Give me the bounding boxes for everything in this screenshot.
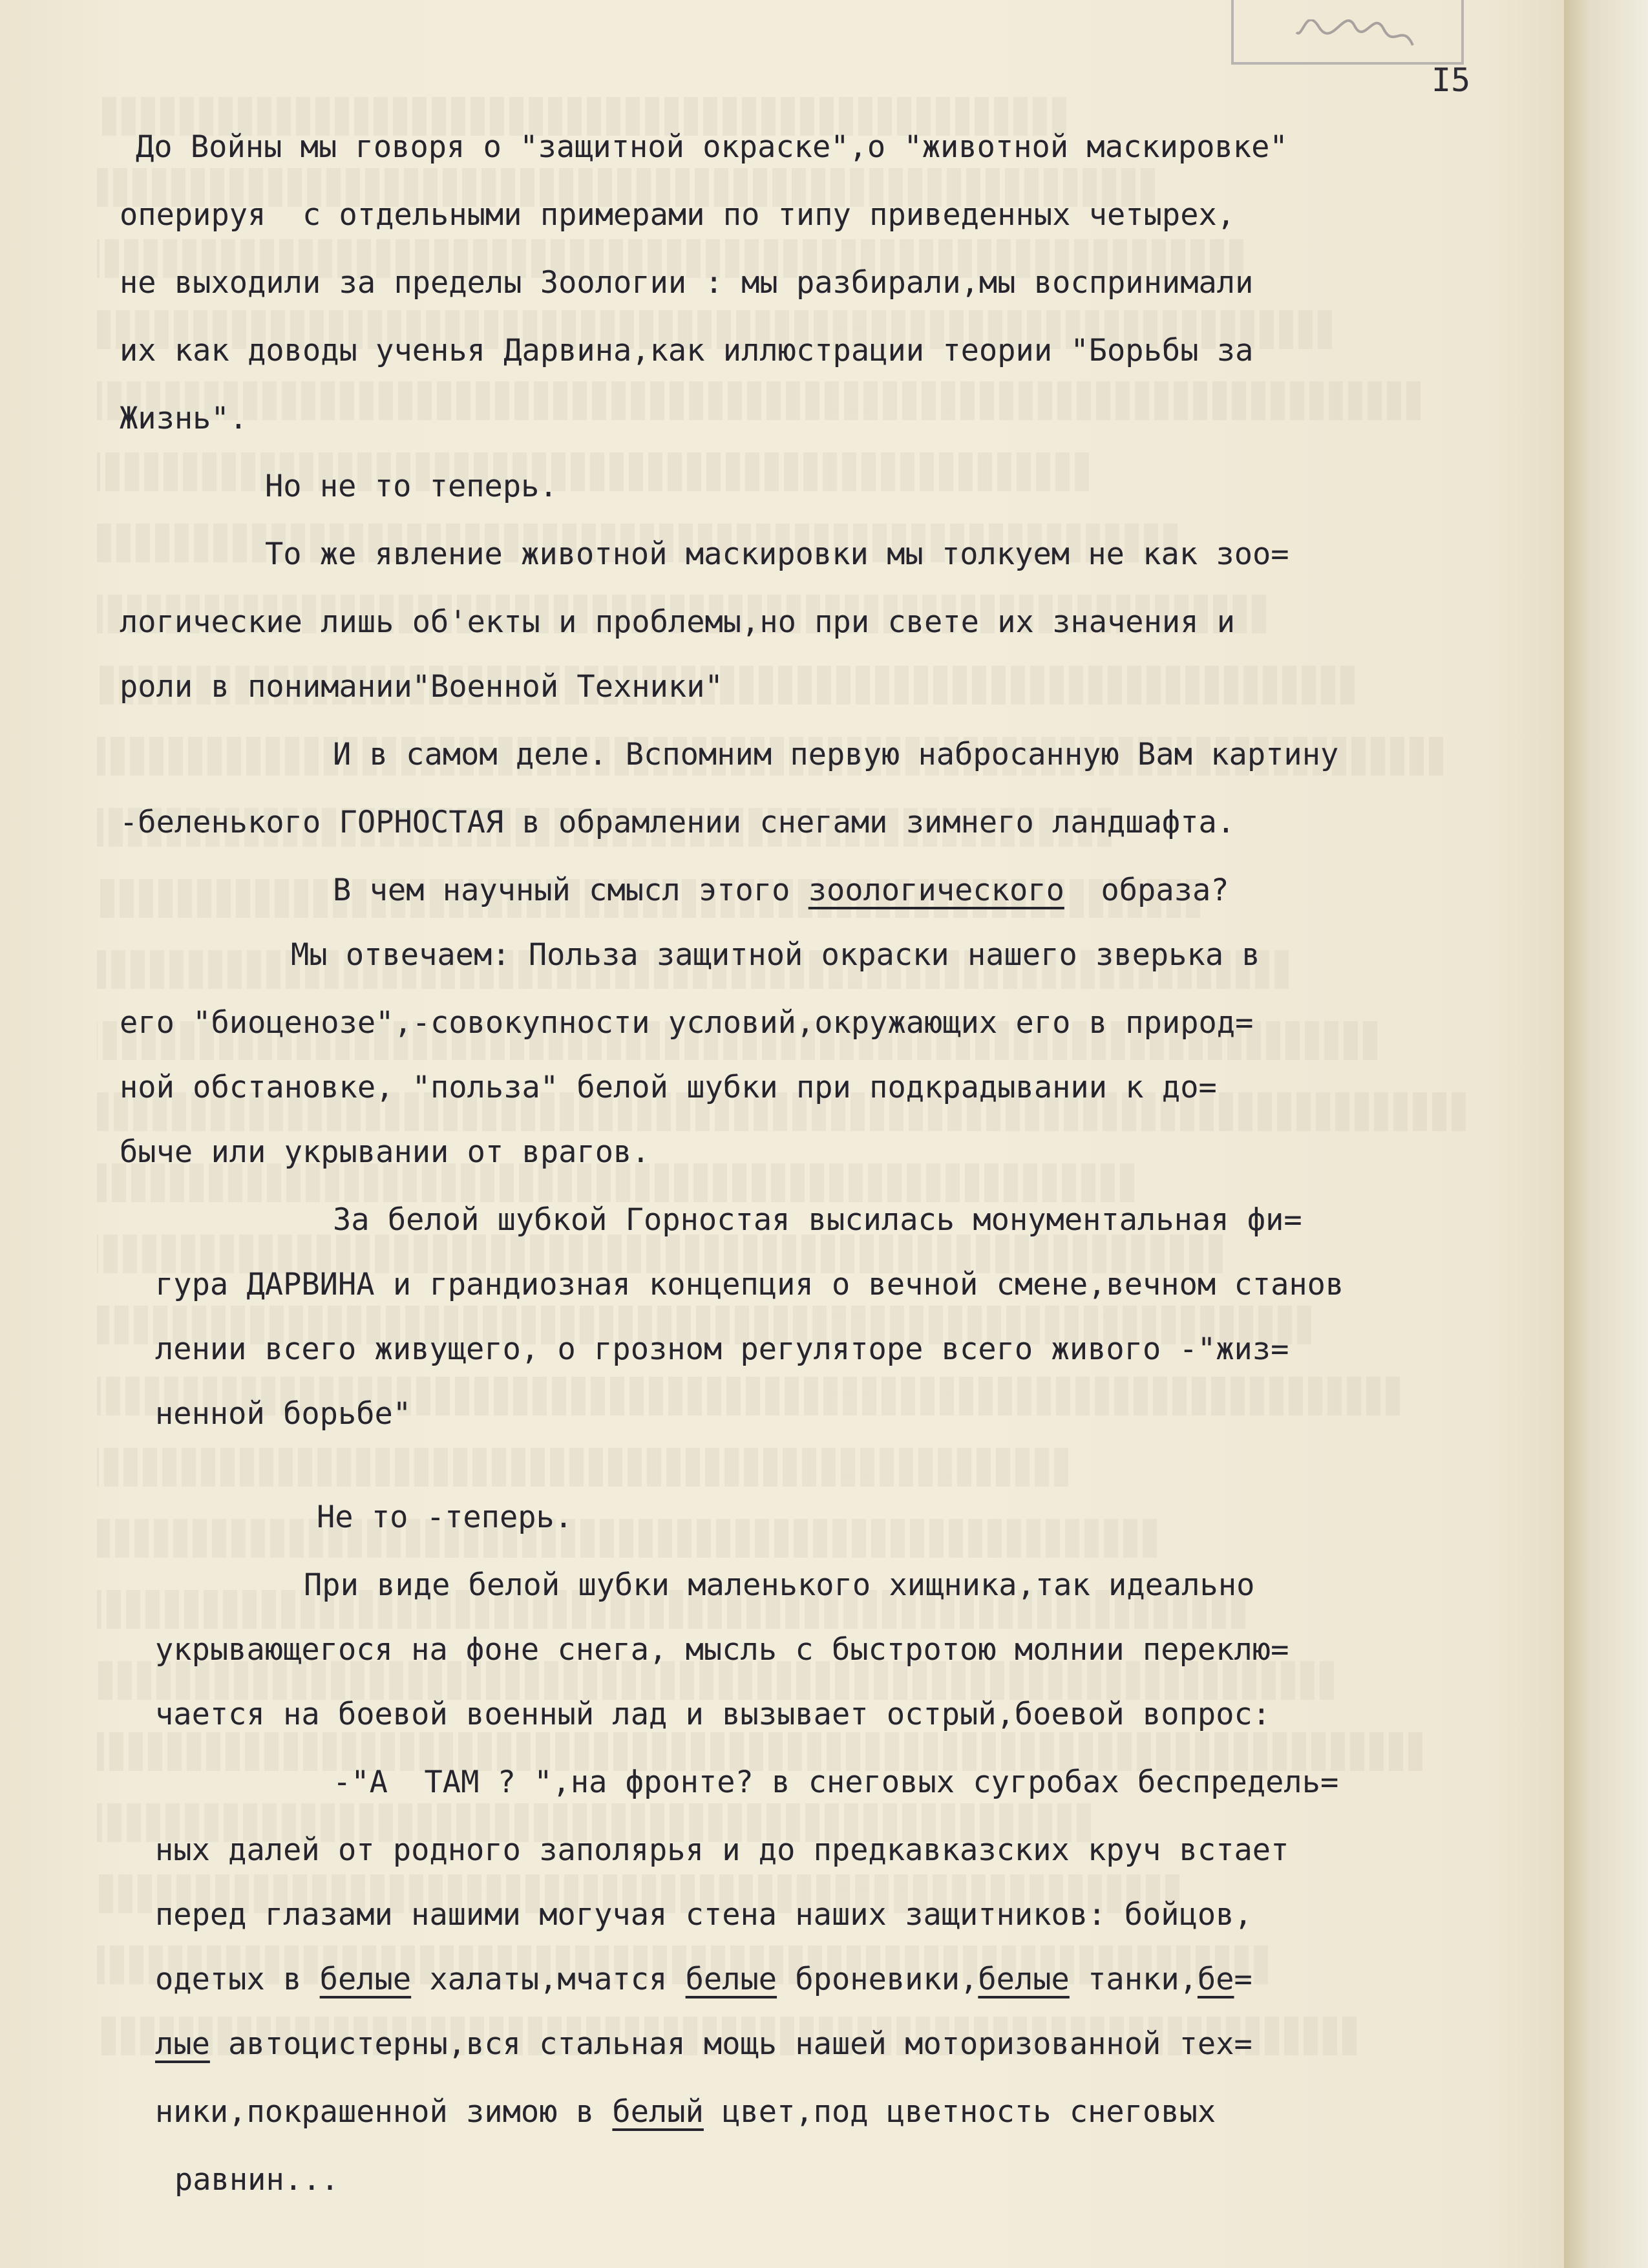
text-segment: оперируя с отдельными примерами по типу приведенных четырех, [120, 197, 1236, 233]
text-line [120, 333, 1253, 369]
text-line [120, 669, 723, 705]
text-line [265, 536, 1289, 573]
text-segment: В чем научный смысл этого [333, 873, 808, 908]
text-segment: равнин... [174, 2162, 339, 2198]
text-line [333, 1765, 1338, 1801]
text-line [120, 265, 1253, 301]
text-segment: перед глазами нашими могучая стена наших защитников: бойцов, [155, 1897, 1252, 1933]
text-segment: его "биоценозе",-совокупности условий,окружающих его в природ= [120, 1005, 1254, 1041]
stamp-handwritten-number [1293, 19, 1416, 52]
text-line [317, 1500, 573, 1536]
underlined-word: бе [1197, 1962, 1234, 1997]
text-line [174, 2162, 339, 2198]
text-segment: За белой шубкой Горностая высилась монументальная фи= [333, 1202, 1302, 1238]
text-line [155, 1897, 1252, 1933]
text-segment: То же явление животной маскировки мы толкуем не как зоо= [265, 536, 1289, 572]
text-line [155, 1697, 1271, 1733]
underlined-word: белые [685, 1962, 777, 1997]
bleed-through-line [97, 381, 1421, 420]
underlined-word: зоологического [808, 873, 1064, 908]
text-line [291, 937, 1260, 973]
text-line [155, 1632, 1289, 1668]
bleed-through-line [97, 452, 1089, 491]
text-segment: гура ДАРВИНА и грандиозная концепция о вечной смене,вечном станов [155, 1267, 1344, 1302]
text-segment: ной обстановке, "польза" белой шубки при подкрадывании к до= [120, 1070, 1217, 1105]
underlined-word: лые [155, 2026, 210, 2062]
text-segment: ненной борьбе" [155, 1396, 412, 1432]
text-segment: роли в понимании"Военной Техники" [120, 669, 723, 705]
text-segment: танки, [1069, 1962, 1198, 1997]
paper-edge [1564, 0, 1648, 2268]
text-segment: ных далей от родного заполярья и до предкавказских круч встает [155, 1832, 1289, 1868]
underlined-word: белый [612, 2094, 704, 2130]
text-segment: быче или укрывании от врагов. [120, 1134, 650, 1170]
text-segment: броневики, [777, 1962, 978, 1997]
underlined-word: белые [319, 1962, 412, 1997]
bleed-through-line [97, 1519, 1157, 1558]
text-segment: = [1234, 1962, 1252, 1997]
text-line [120, 197, 1235, 233]
text-segment: Но не то теперь. [265, 469, 558, 504]
text-segment: одетых в [155, 1962, 320, 1997]
page-number: I5 [1431, 61, 1471, 99]
text-line [155, 2094, 1216, 2130]
text-line [155, 2026, 1252, 2062]
text-line [120, 1005, 1253, 1041]
text-line [265, 469, 558, 505]
underlined-word: белые [978, 1962, 1070, 1997]
text-line [155, 1962, 1252, 1998]
text-segment: автоцистерны,вся стальная мощь нашей моторизованной тех= [209, 2026, 1252, 2062]
text-line [155, 1832, 1289, 1869]
text-line [120, 401, 248, 437]
text-line [136, 129, 1288, 165]
text-segment: лении всего живущего, о грозном регуляторе всего живого -"жиз= [155, 1331, 1289, 1367]
text-line [120, 604, 1235, 641]
text-line [120, 1070, 1217, 1106]
text-segment: не выходили за пределы Зоологии : мы разбирали,мы воспринимали [120, 265, 1254, 301]
text-segment: цвет,под цветность снеговых [703, 2094, 1216, 2130]
text-segment: Жизнь". [120, 401, 248, 436]
text-segment: чается на боевой военный лад и вызывает острый,боевой вопрос: [155, 1697, 1271, 1732]
text-segment: -беленького ГОРНОСТАЯ в обрамлении снегами зимнего ландшафта. [120, 805, 1236, 840]
text-segment: логические лишь об'екты и проблемы,но при свете их значения и [120, 604, 1236, 640]
text-line [333, 873, 1229, 909]
text-line [155, 1267, 1344, 1303]
text-segment: Не то -теперь. [317, 1500, 573, 1535]
text-line [155, 1331, 1289, 1368]
text-line [120, 1134, 650, 1171]
text-segment: укрывающегося на фоне снега, мысль с быстротою молнии переклю= [155, 1632, 1289, 1668]
text-segment: Мы отвечаем: Польза защитной окраски нашего зверька в [291, 937, 1260, 973]
text-segment: И в самом деле. Вспомним первую набросанную Вам картину [333, 737, 1339, 772]
text-segment: -"А ТАМ ? ",на фронте? в снеговых сугробах беспредель= [333, 1765, 1339, 1800]
text-line [333, 737, 1338, 773]
text-segment: При виде белой шубки маленького хищника,так идеально [304, 1567, 1255, 1603]
bleed-through-line [97, 1448, 1068, 1487]
text-line [304, 1567, 1254, 1604]
archive-stamp [1231, 0, 1464, 65]
text-line [155, 1396, 411, 1432]
text-segment: ники,покрашенной зимою в [155, 2094, 613, 2130]
text-segment: образа? [1064, 873, 1229, 908]
text-line [120, 805, 1235, 841]
text-segment: их как доводы ученья Дарвина,как иллюстрации теории "Борьбы за [120, 333, 1254, 368]
text-segment: До Войны мы говоря о "защитной окраске",о "животной маскировке" [136, 129, 1288, 165]
text-line [333, 1202, 1302, 1238]
text-segment: халаты,мчатся [411, 1962, 686, 1997]
